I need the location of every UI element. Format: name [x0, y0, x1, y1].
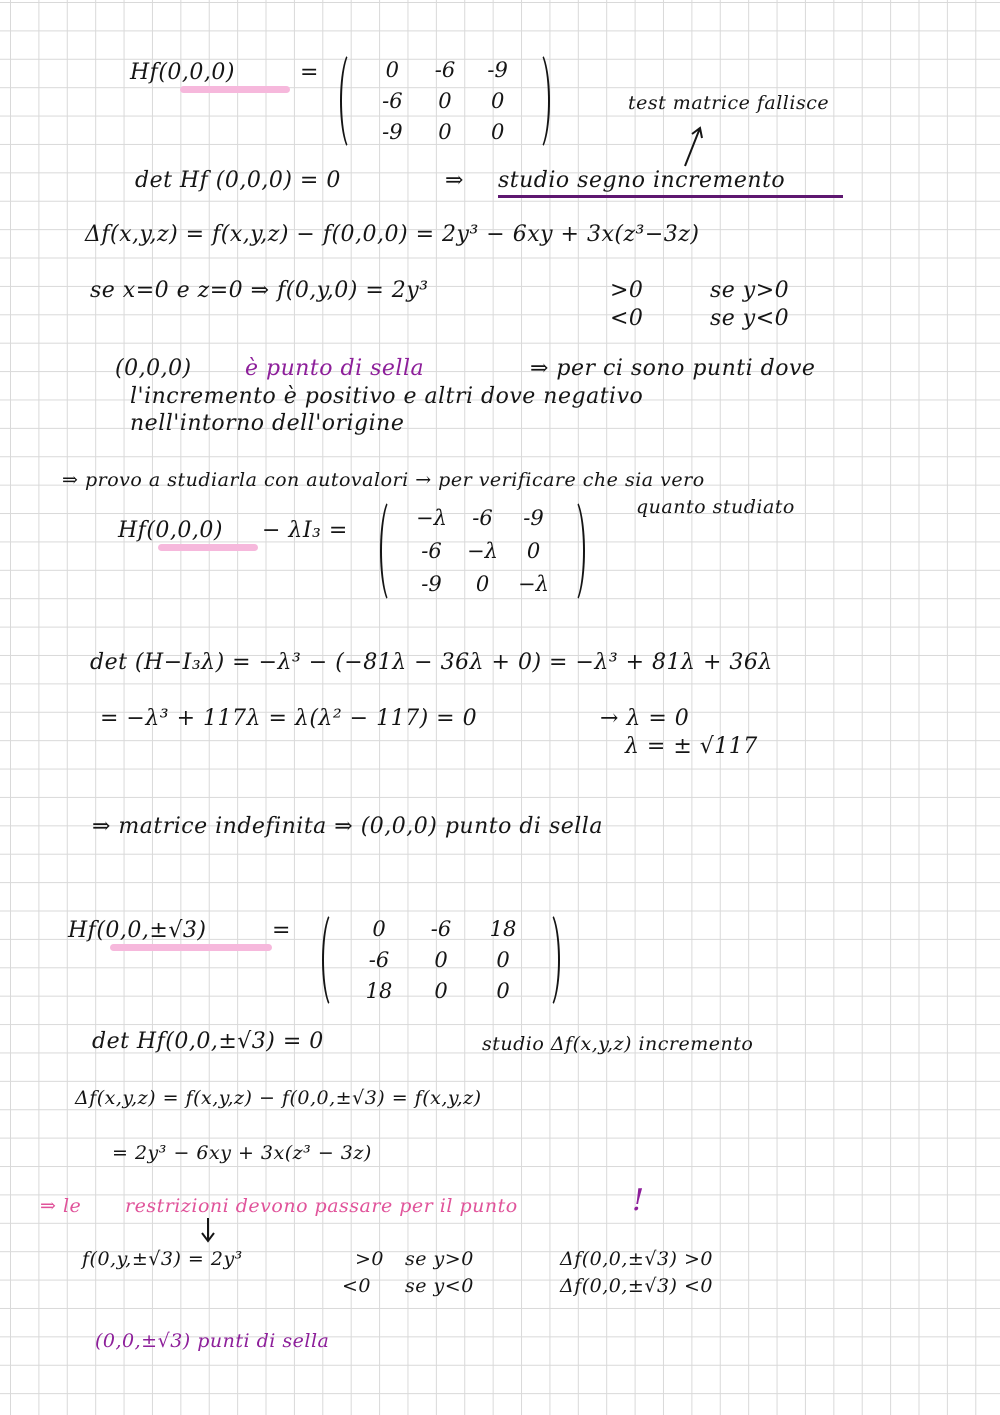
matrix-cell: 0 [434, 947, 448, 972]
matrix-cell: -9 [421, 572, 442, 597]
eigen-intro-2: quanto studiato [636, 496, 795, 518]
matrix-grid [348, 914, 534, 1006]
matrix-cell: −λ [518, 572, 549, 597]
hessian-label-3: Hf(0,0,±√3) [68, 918, 207, 943]
matrix-cell: 0 [385, 57, 400, 82]
greater-zero-3: >0 [355, 1248, 385, 1270]
result-negative: Δf(0,0,±√3) <0 [560, 1275, 713, 1297]
less-zero-3: <0 [342, 1275, 372, 1297]
matrix-cell: 0 [438, 88, 452, 113]
increment-line-3: Δf(x,y,z) = f(x,y,z) − f(0,0,±√3) = f(x,y,z) [75, 1087, 482, 1109]
matrix-cell: −λ [467, 538, 498, 563]
saddle-statement: è punto di sella [245, 356, 425, 381]
matrix-cell: 0 [496, 947, 510, 972]
matrix-cell: 0 [475, 572, 490, 597]
restriction-sqrt3: f(0,y,±√3) = 2y³ [82, 1248, 243, 1270]
increment-line-3b: = 2y³ − 6xy + 3x(z³ − 3z) [112, 1142, 372, 1164]
matrix-cell: -9 [487, 57, 508, 82]
matrix-cell: -6 [382, 88, 403, 113]
right-paren [561, 497, 585, 605]
restriction-line: se x=0 e z=0 ⇒ f(0,y,0) = 2y³ [90, 278, 429, 303]
eigenvalue-zero: → λ = 0 [600, 706, 690, 731]
right-paren [536, 910, 560, 1010]
det-origin-line: det Hf (0,0,0) = 0 [135, 168, 341, 193]
matrix-cell: -9 [523, 505, 544, 530]
hessian-matrix-sqrt3 [322, 910, 560, 1010]
condition-negative: se y<0 [710, 306, 790, 331]
test-note: test matrice fallisce [628, 92, 830, 114]
hessian-minus-lambda-matrix [380, 497, 585, 605]
equals-sign-3: = [272, 918, 291, 943]
matrix-cell: -6 [430, 917, 452, 942]
note-exclamation: ! [632, 1183, 645, 1218]
condition-positive: se y>0 [710, 278, 790, 303]
hessian-label-2: Hf(0,0,0) [118, 518, 223, 543]
greater-zero: >0 [610, 278, 644, 303]
hessian-label: Hf(0,0,0) [130, 60, 235, 85]
matrix-cell: 0 [526, 538, 541, 563]
increment-line: Δf(x,y,z) = f(x,y,z) − f(0,0,0) = 2y³ − 6xy + 3x(z³−3z) [85, 222, 700, 247]
saddle-explanation-3: nell'intorno dell'origine [130, 411, 405, 436]
arrow-up-icon [680, 122, 710, 172]
matrix-cell: -6 [472, 505, 493, 530]
matrix-cell: 0 [434, 978, 448, 1003]
left-paren [322, 910, 346, 1010]
studio-increment-text: studio Δf(x,y,z) incremento [482, 1033, 754, 1055]
indefinite-conclusion: ⇒ matrice indefinita ⇒ (0,0,0) punto di sella [92, 814, 603, 839]
condition-negative-3: se y<0 [405, 1275, 474, 1297]
characteristic-polynomial: det (H−I₃λ) = −λ³ − (−81λ − 36λ + 0) = −λ³ + 81λ + 36λ [90, 650, 773, 675]
matrix-cell: -6 [421, 538, 442, 563]
underline-studio [498, 195, 843, 198]
left-paren [380, 497, 404, 605]
highlight-hf-origin [180, 86, 290, 93]
minus-lambda-identity: − λI₃ = [262, 518, 348, 543]
less-zero: <0 [610, 306, 644, 331]
note-prefix: ⇒ le [40, 1195, 82, 1217]
matrix-cell: -6 [434, 57, 456, 82]
implies-arrow: ⇒ [445, 168, 464, 193]
restriction-note: restrizioni devono passare per il punto [125, 1195, 518, 1217]
matrix-cell: −λ [416, 505, 447, 530]
highlight-hf-origin-2 [158, 544, 258, 551]
saddle-point: (0,0,0) [115, 356, 192, 381]
studio-segno-text: studio segno incremento [498, 168, 786, 193]
eigenvalue-root: λ = ± √117 [625, 734, 758, 759]
final-saddle-points: (0,0,±√3) punti di sella [95, 1330, 330, 1352]
matrix-cell: 18 [489, 917, 517, 942]
arrow-down-icon [198, 1216, 218, 1246]
matrix-grid [366, 54, 524, 148]
result-positive: Δf(0,0,±√3) >0 [560, 1248, 713, 1270]
matrix-cell: 18 [365, 978, 393, 1003]
matrix-cell: 0 [490, 120, 505, 145]
matrix-cell: 0 [372, 917, 386, 942]
matrix-cell: 0 [496, 978, 510, 1003]
matrix-cell: 0 [490, 88, 505, 113]
characteristic-polynomial-2: = −λ³ + 117λ = λ(λ² − 117) = 0 [100, 706, 478, 731]
condition-positive-3: se y>0 [405, 1248, 474, 1270]
eigen-intro: ⇒ provo a studiarla con autovalori → per verificare che sia vero [62, 469, 705, 491]
det-sqrt3-line: det Hf(0,0,±√3) = 0 [92, 1029, 324, 1054]
highlight-hf-sqrt3 [110, 944, 272, 951]
matrix-cell: 0 [438, 120, 452, 145]
matrix-cell: -9 [382, 120, 403, 145]
saddle-explanation-2: l'incremento è positivo e altri dove negativo [130, 384, 644, 409]
hessian-matrix-origin [340, 50, 550, 152]
left-paren [340, 50, 364, 152]
matrix-grid [406, 501, 559, 601]
equals-sign: = [300, 60, 319, 85]
matrix-cell: -6 [368, 947, 390, 972]
right-paren [526, 50, 550, 152]
saddle-explanation-1: ⇒ per ci sono punti dove [530, 356, 816, 381]
